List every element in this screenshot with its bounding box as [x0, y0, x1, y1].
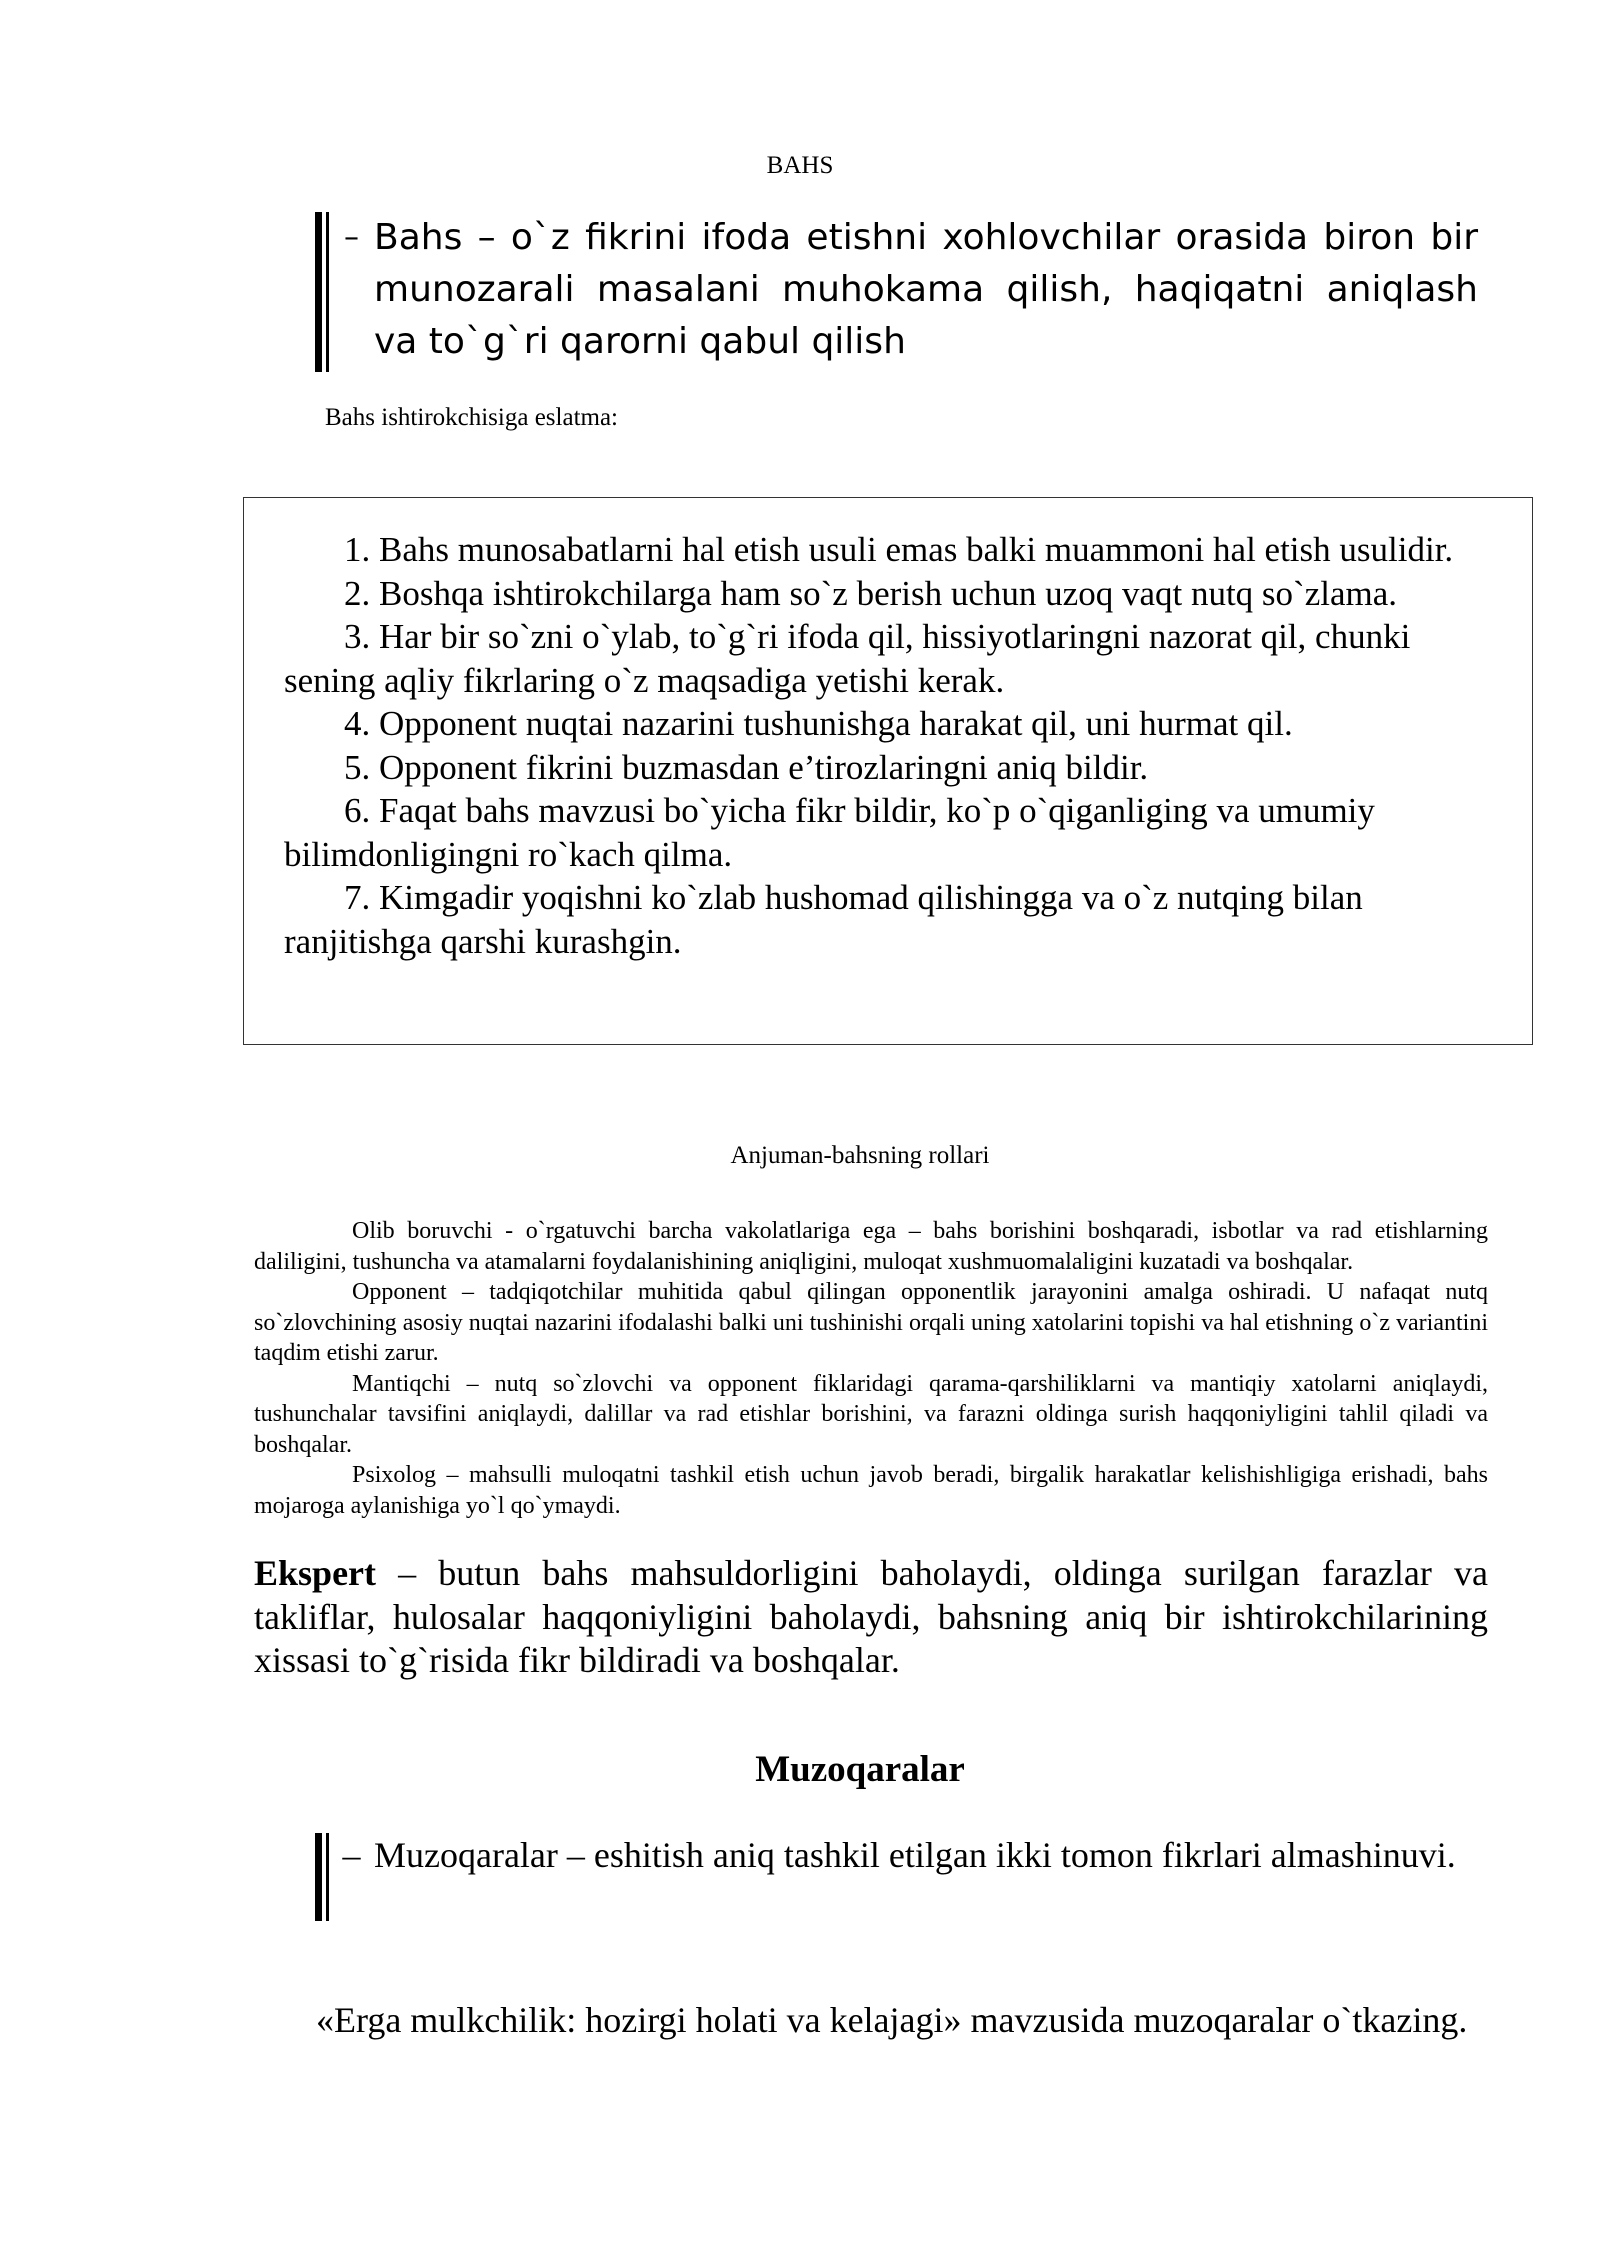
task-paragraph — [229, 1994, 1488, 2046]
memo-item: 4. Opponent nuqtai nazarini tushunishga harakat qil, uni hurmat qil. — [344, 704, 1293, 743]
memo-caption: Bahs ishtirokchisiga eslatma: — [325, 404, 619, 431]
muzoqaralar-heading: Muzoqaralar — [755, 1749, 965, 1790]
memo-item: 2. Boshqa ishtirokchilarga ham so`z berish uchun uzoq vaqt nutq so`zlama. — [344, 573, 1398, 613]
definition-dash: – — [342, 1835, 361, 1875]
task-text: «Erga mulkchilik: hozirgi holati va kelajagi» mavzusida muzoqaralar o`tkazing. — [316, 2000, 1468, 2040]
page-title: BAHS — [766, 152, 834, 179]
bahs-definition — [312, 212, 1492, 372]
bar-thick — [315, 212, 322, 372]
role-paragraph: Opponent – tadqiqotchilar muhitida qabul qilingan opponentlik jarayonini amalga oshiradi. U nafaqat nutq so`zlovchining asosiy nuqtai nazarini ifodalashi balki uni tushinishi orqali uning xatolarini topishi va hal etishning o`z variantini taqdim etishi zarur. — [254, 1279, 1488, 1366]
roles-heading: Anjuman-bahsning rollari — [730, 1142, 990, 1169]
memo-item: 1. Bahs munosabatlarni hal etish usuli emas balki muammoni hal etish usulidir. — [344, 530, 1454, 569]
definition-text: Muzoqaralar – eshitish aniq tashkil etilgan ikki tomon fikrlari almashinuvi. — [374, 1835, 1456, 1875]
definition-dash: – — [344, 220, 359, 255]
muzoqaralar-definition — [312, 1833, 1492, 1921]
memo-box — [243, 497, 1533, 1045]
memo-item: 3. Har bir so`zni o`ylab, to`g`ri ifoda qil, hissiyotlaringni nazorat qil, chunki sening aqliy fikrlaring o`z maqsadiga yetishi kerak. — [284, 617, 1411, 700]
role-paragraph: Psixolog – mahsulli muloqatni tashkil etish uchun javob beradi, birgalik harakatlar kelishishligiga erishadi, bahs mojaroga aylanishiga yo`l qo`ymaydi. — [254, 1462, 1488, 1519]
definition-bar — [312, 212, 329, 372]
memo-item: 6. Faqat bahs mavzusi bo`yicha fikr bildir, ko`p o`qiganliging va umumiy bilimdonligingni ro`kach qilma. — [284, 791, 1375, 874]
bar-thick — [315, 1833, 322, 1921]
definition-bar — [312, 1833, 329, 1921]
expert-text: – butun bahs mahsuldorligini baholaydi, oldinga surilgan farazlar va takliflar, hulosalar haqqoniyligini baholaydi, bahsning aniq bir ishtirokchilarining xissasi to`g`risida fikr bildiradi va boshqalar. — [254, 1553, 1488, 1680]
role-paragraph: Mantiqchi – nutq so`zlovchi va opponent fiklaridagi qarama-qarshiliklarni va mantiqiy xatolarni aniqlaydi, tushunchalar tavsifini aniqlaydi, dalillar va rad etishlar borishini, va farazni oldinga surish haqqoniyligini tahlil qiladi va boshqalar. — [254, 1370, 1488, 1458]
expert-term: Ekspert — [254, 1553, 377, 1593]
definition-text: Bahs – o`z fikrini ifoda etishni xohlovchilar orasida biron bir munozarali masalani muhokama qilish, haqiqatni aniqlash va to`g`ri qarorni qabul qilish — [374, 217, 1478, 362]
expert-paragraph — [254, 1552, 1488, 1683]
role-paragraph: Olib boruvchi - o`rgatuvchi barcha vakolatlariga ega – bahs borishini boshqaradi, isbotlar va rad etishlarning daliligini, tushuncha va atamalarni foydalanishining aniqligini, muloqat xushmuomalaligini kuzatadi va boshqalar. — [254, 1218, 1488, 1275]
roles-list — [254, 1216, 1488, 1521]
memo-item: 7. Kimgadir yoqishni ko`zlab hushomad qilishingga va o`z nutqing bilan ranjitishga qarshi kurashgin. — [284, 878, 1363, 961]
memo-item: 5. Opponent fikrini buzmasdan e’tirozlaringni aniq bildir. — [344, 747, 1149, 787]
